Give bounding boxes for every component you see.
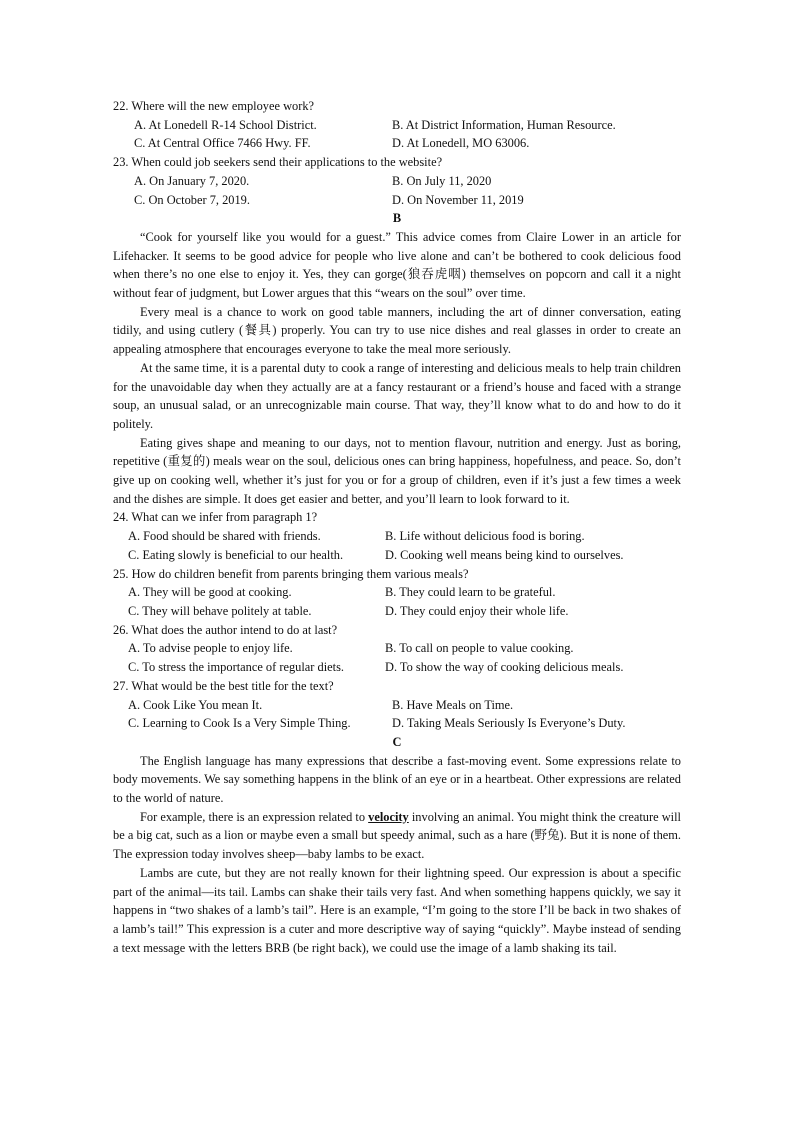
- option-a: A. On January 7, 2020.: [134, 173, 250, 188]
- section-b-paragraph-2: Every meal is a chance to work on good table manners, including the art of dinner conversation, eating tidily, and using cutlery (餐具) properly. You can try to use nice dishes and real glasses in order to create an appealing atmosphere that encourages everyone to take the meal more seriously.: [113, 304, 681, 357]
- section-b-heading: B: [392, 211, 402, 226]
- section-c-heading: C: [392, 734, 402, 749]
- section-c-paragraph-1: The English language has many expressions that describe a fast-moving event. Some expressions relate to body movements. We say something happens in the blink of an eye or in a heartbeat. Other expressions are related to the world of nature.: [113, 753, 681, 806]
- option-c: C. At Central Office 7466 Hwy. FF.: [134, 136, 311, 151]
- section-b-paragraph-3: At the same time, it is a parental duty to cook a range of interesting and delicious meals to help train children for the unavoidable day when they actually are at a fancy restaurant or a friend’s house and faced with a strange soup, an unusual salad, or an unrecognizable main course. That way, they’ll know what to do and how to do it politely.: [113, 360, 681, 431]
- exam-page: [113, 97, 681, 957]
- option-b: B. On July 11, 2020: [392, 173, 492, 188]
- option-d: D. They could enjoy their whole life.: [385, 603, 569, 618]
- option-d: D. At Lonedell, MO 63006.: [392, 136, 530, 151]
- option-d: D. Taking Meals Seriously Is Everyone’s Duty.: [392, 716, 626, 731]
- section-c-paragraph-3: Lambs are cute, but they are not really known for their lightning speed. Our expression is about a specific part of the animal—its tail. Lambs can shake their tails very fast. And when something happens quickly, we say it happens in “two shakes of a lamb’s tail”. Here is an example, “I’m going to the store I’ll be back in two shakes of a lamb’s tail!” This expression is a cuter and more descriptive way of saying “quickly”. Maybe instead of sending a text message with the letters BRB (be right back), we could use the image of a lamb shaking its tail.: [113, 865, 681, 955]
- option-c: C. They will behave politely at table.: [128, 603, 312, 618]
- option-c: C. On October 7, 2019.: [134, 192, 250, 207]
- option-b: B. They could learn to be grateful.: [385, 585, 556, 600]
- paragraph-text: involving an animal. You might think the creature will be a big cat, such as a lion or maybe even a small but speedy animal, such as a hare (野兔). But it is none of them. The expression today involves sheep—baby lambs to be exact.: [113, 809, 682, 862]
- question-23-options: [113, 172, 681, 209]
- section-b-paragraph-1: “Cook for yourself like you would for a guest.” This advice comes from Claire Lower in an article for Lifehacker. It seems to be good advice for people who live alone and can’t be bothered to cook delicious food when there’s no one else to enjoy it. Yes, they can gorge(狼吞虎咽) themselves on popcorn and call it a night without fear of judgment, but Lower argues that this “wears on the soul” over time.: [113, 229, 681, 301]
- option-a: A. Cook Like You mean It.: [128, 697, 263, 712]
- question-27-options: [113, 696, 681, 733]
- option-a: A. They will be good at cooking.: [128, 585, 292, 600]
- option-b: B. Life without delicious food is boring.: [385, 529, 585, 544]
- question-25: 25. How do children benefit from parents bringing them various meals?: [113, 566, 469, 581]
- section-b-paragraph-4: Eating gives shape and meaning to our days, not to mention flavour, nutrition and energy. Just as boring, repetitive (重复的) meals wear on the soul, delicious ones can bring happiness, hopefulness, and peace. So, don’t give up on cooking well, whether it’s just for you or for a group of children, even if it’s just a few times a week and the dishes are simple. It does get easier and better, and you’ll learn to look forward to it.: [113, 435, 681, 506]
- section-c-paragraph-2: [113, 808, 681, 864]
- option-a: A. Food should be shared with friends.: [128, 529, 321, 544]
- question-24-options: [113, 527, 681, 564]
- option-d: D. Cooking well means being kind to ourselves.: [385, 547, 624, 562]
- option-d: D. To show the way of cooking delicious meals.: [385, 660, 624, 675]
- option-a: A. At Lonedell R-14 School District.: [134, 117, 317, 132]
- option-c: C. To stress the importance of regular diets.: [128, 660, 345, 675]
- option-c: C. Eating slowly is beneficial to our health.: [128, 547, 344, 562]
- option-b: B. To call on people to value cooking.: [385, 641, 574, 656]
- question-22: 22. Where will the new employee work?: [113, 99, 315, 113]
- question-23: 23. When could job seekers send their applications to the website?: [113, 155, 443, 170]
- question-26-options: [113, 639, 681, 676]
- paragraph-text: For example, there is an expression related to: [140, 809, 369, 824]
- question-26: 26. What does the author intend to do at last?: [113, 622, 338, 637]
- question-22-options: [113, 116, 681, 153]
- question-24: 24. What can we infer from paragraph 1?: [113, 510, 318, 525]
- option-b: B. At District Information, Human Resource.: [392, 117, 616, 132]
- option-d: D. On November 11, 2019: [392, 192, 524, 207]
- option-a: A. To advise people to enjoy life.: [128, 641, 293, 656]
- question-27: 27. What would be the best title for the text?: [113, 678, 334, 693]
- keyword-velocity: velocity: [368, 809, 409, 824]
- question-25-options: [113, 583, 681, 620]
- option-b: B. Have Meals on Time.: [392, 697, 514, 712]
- option-c: C. Learning to Cook Is a Very Simple Thing.: [128, 716, 351, 731]
